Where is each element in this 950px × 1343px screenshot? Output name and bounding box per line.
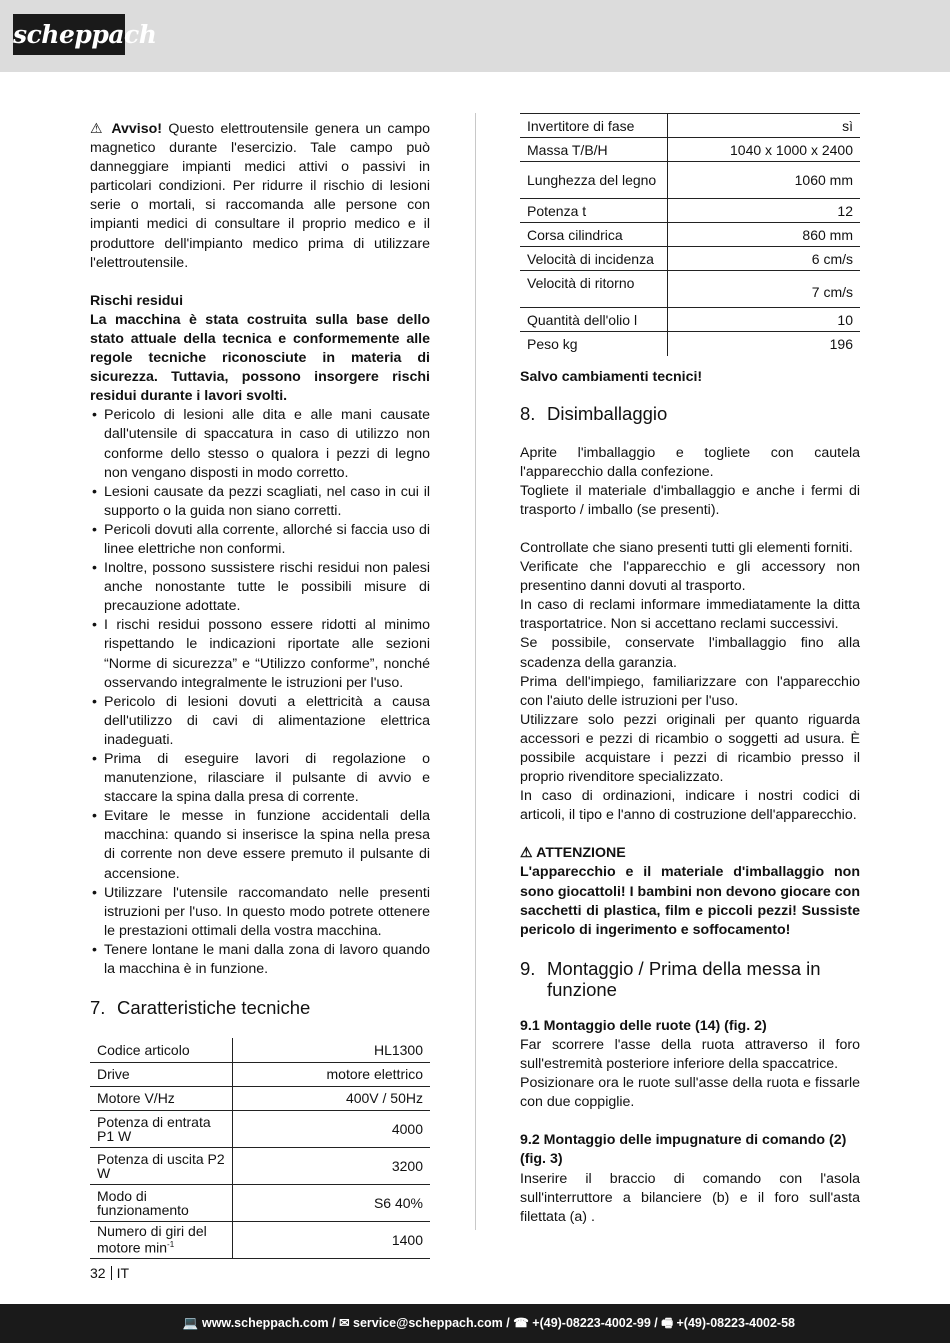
paragraph: Controllate che siano presenti tutti gli elementi forniti. — [520, 539, 853, 556]
table-row — [520, 199, 860, 223]
table-row — [90, 1062, 430, 1086]
spec-key: Lunghezza del legno — [520, 162, 668, 199]
warning-triangle-icon: ⚠ — [520, 845, 533, 862]
spec-value: 10 — [668, 308, 861, 332]
section-number: 9. — [520, 957, 536, 979]
warning-triangle-icon: ⚠ — [90, 121, 106, 137]
table-row — [90, 1147, 430, 1184]
table-row — [90, 1038, 430, 1062]
right-column — [520, 113, 860, 1227]
spec-value: 1060 mm — [668, 162, 861, 199]
spec-key: Potenza di uscita P2 W — [90, 1147, 233, 1184]
list-item: • Pericolo di lesioni alle dita e alle mani causate dall'utensile di spaccatura in caso di utilizzo non conforme dello stesso o qualora i pezzi di legno non vengano disposti in modo corretto. — [90, 406, 430, 482]
spec-key: Invertitore di fase — [520, 114, 668, 138]
table-row — [520, 247, 860, 271]
attention-heading — [520, 844, 860, 863]
page-header — [0, 0, 950, 72]
magnetic-warning — [90, 120, 430, 273]
spec-value: 1040 x 1000 x 2400 — [668, 138, 861, 162]
phone-icon: ☎ — [513, 1316, 529, 1330]
spec-value: S6 40% — [233, 1184, 431, 1221]
email-icon: ✉ — [339, 1316, 350, 1330]
spec-value: 7 cm/s — [668, 271, 861, 308]
paragraph: Se possibile, conservate l'imballaggio fino alla scadenza della garanzia. — [520, 635, 860, 671]
table-row — [90, 1184, 430, 1221]
spec-value: 196 — [829, 335, 853, 352]
spec-key — [90, 1221, 233, 1258]
list-item: • Utilizzare l'utensile raccomandato nelle presenti istruzioni per l'uso. In questo modo potrete ottenere le prestazioni ottimali della vostra macchina. — [90, 884, 430, 941]
table-row — [520, 114, 860, 138]
list-item: • Tenere lontane le mani dalla zona di lavoro quando la macchina è in funzione. — [90, 941, 430, 979]
spec-key: Potenza di entrata P1 W — [90, 1110, 233, 1147]
paragraph: Utilizzare solo pezzi originali per quanto riguarda accessori e pezzi di ricambio o soggetti ad usura. È possibile acquistare i pezzi di ricambio presso il proprio rivenditore specializzato. — [520, 711, 860, 786]
spec-value: 6 cm/s — [668, 247, 861, 271]
section-number: 8. — [520, 402, 536, 424]
list-item: • Pericoli dovuti alla corrente, allorché si faccia uso di linee elettriche non conformi. — [90, 521, 430, 559]
spec-value: 860 mm — [668, 223, 861, 247]
footer-email[interactable]: service@scheppach.com — [353, 1316, 503, 1330]
table-row — [520, 308, 860, 332]
table-row — [520, 162, 860, 199]
paragraph: Aprite l'imballaggio e togliete con cautela l'apparecchio dalla confezione. — [520, 444, 860, 480]
spec-value: 3200 — [233, 1147, 431, 1184]
spec-key-text: Numero di giri del motore min — [97, 1223, 207, 1256]
residual-risks-list — [90, 406, 430, 979]
separator — [111, 1266, 112, 1280]
page-number-value: 32 — [90, 1265, 106, 1281]
spec-key: Motore V/Hz — [90, 1086, 233, 1110]
paragraph: Prima dell'impiego, familiarizzare con l'apparecchio con l'aiuto delle istruzioni per l'uso. — [520, 673, 860, 709]
spec-value: 400V / 50Hz — [233, 1086, 431, 1110]
table-row — [90, 1086, 430, 1110]
spec-table-right — [520, 113, 860, 356]
attention-title: ATTENZIONE — [536, 845, 626, 862]
spec-table-left — [90, 1038, 430, 1259]
page-number — [90, 1265, 129, 1281]
spec-value: HL1300 — [233, 1038, 431, 1062]
spec-value: sì — [668, 114, 861, 138]
computer-icon: 💻 — [182, 1316, 199, 1330]
section-8-heading — [520, 403, 860, 424]
table-row — [520, 223, 860, 247]
fax-icon: 🖷 — [661, 1316, 674, 1330]
paragraph: Far scorrere l'asse della ruota attraverso il foro sull'estremità posteriore inferiore della spaccatrice. — [520, 1036, 860, 1073]
section-number: 7. — [90, 997, 106, 1019]
left-column — [90, 120, 430, 1259]
spec-key: Peso kg — [520, 332, 668, 356]
warning-title: Avviso! — [111, 121, 163, 137]
list-item: • Pericolo di lesioni dovuti a elettricità a causa dell'utilizzo di cavi di alimentazione elettrica inadeguati. — [90, 693, 430, 750]
list-item: • Evitare le messe in funzione accidentali della macchina: quando si inserisce la spina nella presa di corrente non deve essere premuto il pulsante di accensione. — [90, 807, 430, 883]
section-title: Montaggio / Prima della messa in funzione — [547, 957, 821, 1000]
table-row — [520, 271, 860, 308]
spec-key: Modo di funzionamento — [90, 1184, 233, 1221]
residual-risks-title: Rischi residui — [90, 292, 184, 309]
spec-key: Quantità dell'olio l — [520, 308, 668, 332]
subsection-9-1-title: 9.1 Montaggio delle ruote (14) (fig. 2) — [520, 1017, 767, 1034]
list-item: • Prima di eseguire lavori di regolazione o manutenzione, rilasciare il pulsante di avvio e staccare la spina dalla presa di corrente. — [90, 750, 430, 807]
language-code: IT — [116, 1265, 130, 1281]
section-9-heading — [520, 958, 860, 1000]
list-item: • I rischi residui possono essere ridotti al minimo rispettando le indicazioni riportate alle sezioni “Norme di sicurezza” e “Utilizzo conforme”, nonché osservando integralmente le istruzioni per l'uso. — [90, 616, 430, 692]
paragraph: Posizionare ora le ruote sull'asse della ruota e fissarle con due coppiglie. — [520, 1075, 860, 1111]
paragraph: Inserire il braccio di comando con l'asola sull'interruttore a bilanciere (b) e il foro sull'asta filettata (a) . — [520, 1170, 860, 1225]
brand-logo: scheppach — [13, 14, 125, 55]
spec-value: motore elettrico — [233, 1062, 431, 1086]
column-divider — [475, 113, 476, 1230]
subject-to-change-note: Salvo cambiamenti tecnici! — [520, 368, 703, 385]
table-row — [90, 1221, 430, 1258]
section-7-heading — [90, 997, 430, 1018]
spec-key: Corsa cilindrica — [520, 223, 668, 247]
page-footer: 💻 www.scheppach.com / ✉ service@scheppach.com / ☎ +(49)-08223-4002-99 / 🖷 +(49)-08223-4002-58 — [0, 1304, 950, 1343]
footer-fax: +(49)-08223-4002-58 — [676, 1316, 795, 1330]
residual-risks-intro: La macchina è stata costruita sulla base dello stato attuale della tecnica e conformemente alle regole tecniche riconosciute in materia di sicurezza. Tuttavia, possono insorgere rischi residui durante i lavori svolti. — [90, 311, 430, 405]
spec-value: 12 — [668, 199, 861, 223]
spec-key: Potenza t — [520, 199, 668, 223]
table-row — [90, 1110, 430, 1147]
list-item: • Lesioni causate da pezzi scagliati, nel caso in cui il supporto o la guida non siano corretti. — [90, 483, 430, 521]
footer-website[interactable]: www.scheppach.com — [201, 1316, 329, 1330]
subsection-9-2-title: 9.2 Montaggio delle impugnature di comando (2) (fig. 3) — [520, 1132, 847, 1168]
list-item: • Inoltre, possono sussistere rischi residui non palesi anche nonostante tutte le possibili misure di precauzione adottate. — [90, 559, 430, 616]
spec-key: Massa T/B/H — [520, 138, 668, 162]
table-row — [520, 332, 860, 356]
spec-key: Drive — [90, 1062, 233, 1086]
paragraph: In caso di reclami informare immediatamente la ditta trasportatrice. Non si accettano reclami successivi. — [520, 597, 860, 633]
superscript: -1 — [167, 1240, 175, 1250]
spec-key: Velocità di incidenza — [520, 247, 668, 271]
section-title: Caratteristiche tecniche — [117, 997, 311, 1019]
spec-value: 4000 — [233, 1110, 431, 1147]
paragraph: Verificate che l'apparecchio e gli accessory non presentino danni dovuti al trasporto. — [520, 559, 860, 595]
spec-value: 1400 — [233, 1221, 431, 1258]
section-title: Disimballaggio — [547, 402, 668, 424]
paragraph: Togliete il materiale d'imballaggio e anche i fermi di trasporto / imballo (se presenti). — [520, 482, 860, 518]
table-row — [520, 138, 860, 162]
spec-key: Codice articolo — [90, 1038, 233, 1062]
paragraph: In caso di ordinazioni, indicare i nostri codici di articoli, il tipo e l'anno di costruzione dell'apparecchio. — [520, 788, 860, 824]
footer-phone: +(49)-08223-4002-99 — [532, 1316, 651, 1330]
spec-key: Velocità di ritorno — [520, 271, 668, 308]
attention-text: L'apparecchio e il materiale d'imballaggio non sono giocattoli! I bambini non devono giocare con sacchetti di plastica, film e piccoli pezzi! Sussiste pericolo di ingerimento e soffocamento! — [520, 864, 860, 938]
warning-text: Questo elettroutensile genera un campo magnetico durante l'esercizio. Tale campo può danneggiare impianti medici attivi o passivi in particolari condizioni. Per ridurre il rischio di lesioni serie o mortali, si raccomanda alle persone con impianti medici di consultare il proprio medico e il produttore dell'impianto medico prima di utilizzare l'elettroutensile. — [90, 121, 430, 271]
